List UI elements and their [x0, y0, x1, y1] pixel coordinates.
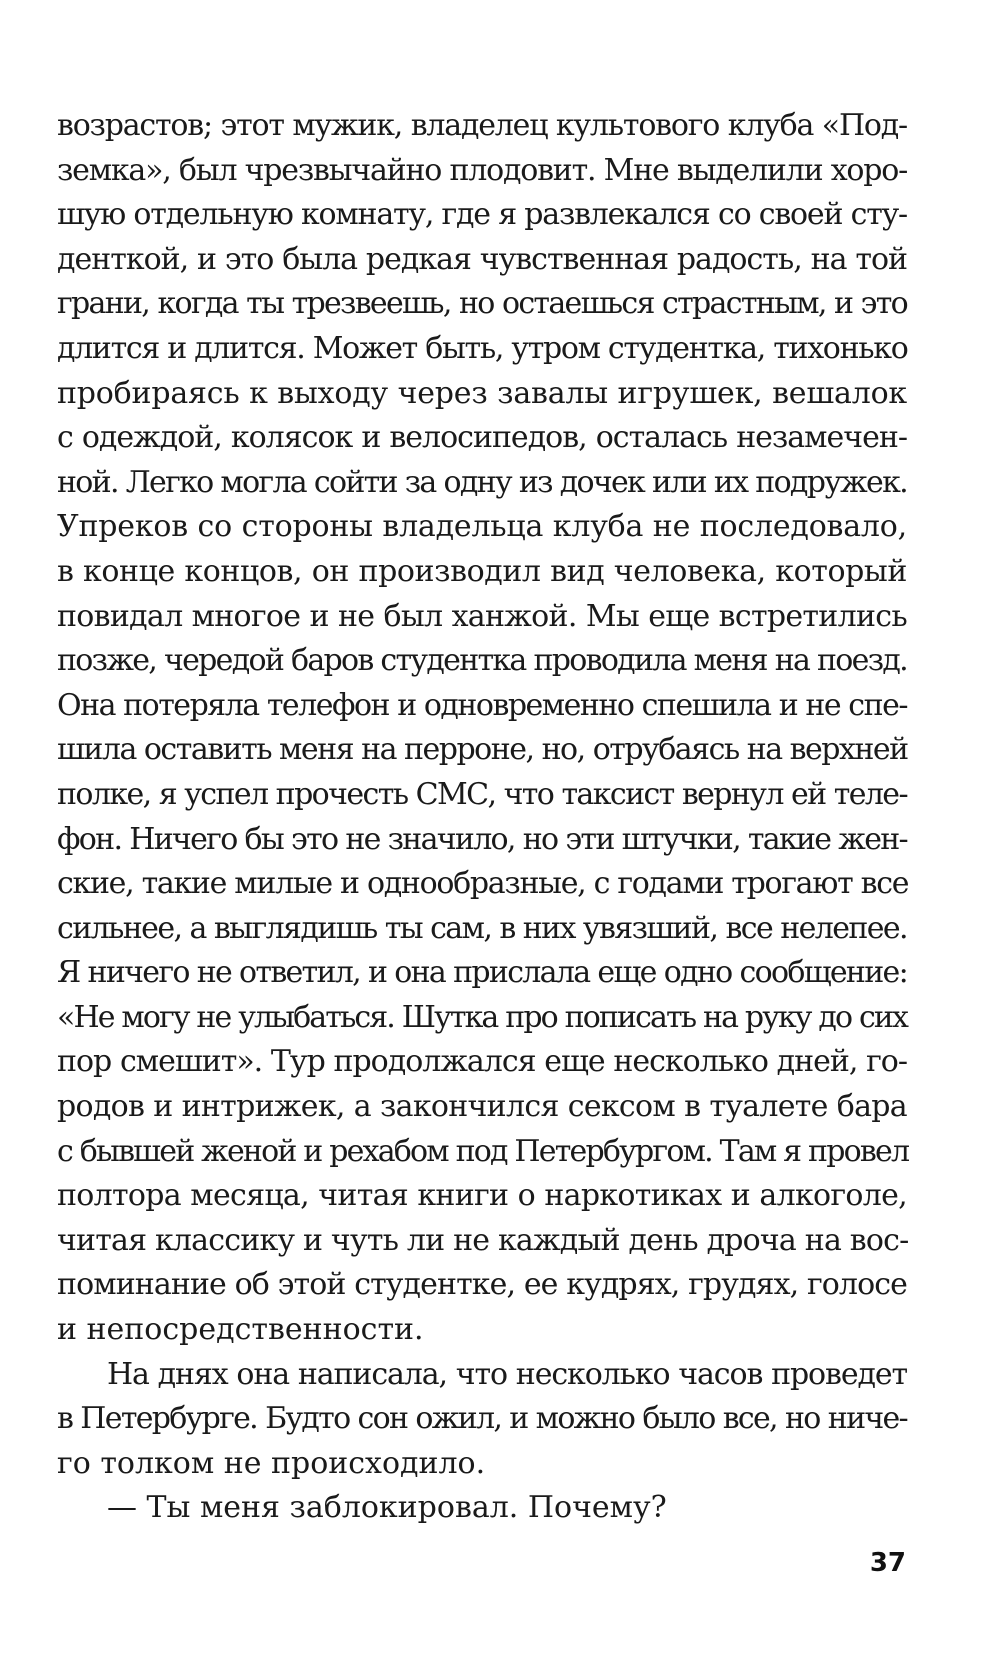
- text-line: полтора месяца, читая книги о наркотиках и алкоголе,: [57, 1178, 907, 1214]
- text-line: грани, когда ты трезвеешь, но остаешься страстным, и это: [57, 286, 907, 322]
- text-line: возрастов; этот мужик, владелец культового клуба «Под-: [57, 108, 907, 143]
- text-line: Она потеряла телефон и одновременно спешила и не спе-: [57, 687, 907, 723]
- text-line: читая классику и чуть ли не каждый день дроча на вос-: [57, 1222, 909, 1258]
- page-number: 37: [869, 1548, 906, 1578]
- text-line: ной. Легко могла сойти за одну из дочек или их подружек.: [57, 464, 907, 500]
- text-line: шила оставить меня на перроне, но, отрубаясь на верхней: [57, 732, 908, 768]
- text-line: пробираясь к выходу через завалы игрушек, вешалок: [57, 375, 907, 411]
- text-line: ские, такие милые и однообразные, с годами трогают все: [57, 866, 909, 902]
- text-line: фон. Ничего бы это не значило, но эти штучки, такие жен-: [57, 821, 907, 857]
- text-line: позже, чередой баров студентка проводила меня на поезд.: [57, 643, 907, 679]
- text-line: сильнее, а выглядишь ты сам, в них увязший, все нелепее.: [57, 910, 907, 946]
- text-line: поминание об этой студентке, ее кудрях, грудях, голосе: [57, 1267, 907, 1303]
- text-line: пор смешит». Тур продолжался еще несколько дней, го-: [57, 1044, 907, 1080]
- text-line: с бывшей женой и рехабом под Петербургом. Там я провел: [57, 1133, 909, 1169]
- text-line: родов и интрижек, а закончился сексом в туалете бара: [57, 1089, 907, 1125]
- dialogue-line: — Ты меня заблокировал. Почему?: [107, 1490, 667, 1526]
- text-line: полке, я успел прочесть СМС, что таксист вернул ей теле-: [57, 776, 907, 812]
- text-line: Упреков со стороны владельца клуба не последовало,: [57, 509, 907, 545]
- text-line: в конце концов, он производил вид человека, который: [57, 553, 907, 589]
- text-line: длится и длится. Может быть, утром студентка, тихонько: [57, 330, 908, 366]
- text-line: шую отдельную комнату, где я развлекался со своей сту-: [57, 197, 907, 233]
- text-line: и непосредственности.: [57, 1312, 424, 1348]
- text-line: На днях она написала, что несколько часов проведет: [107, 1356, 907, 1392]
- text-line: в Петербурге. Будто сон ожил, и можно было все, но ниче-: [57, 1401, 907, 1437]
- text-line: повидал многое и не был ханжой. Мы еще встретились: [57, 598, 907, 634]
- text-line: с одеждой, колясок и велосипедов, осталась незамечен-: [57, 420, 907, 456]
- body-text: [57, 104, 907, 1531]
- text-line: го толком не происходило.: [57, 1445, 486, 1481]
- text-line: денткой, и это была редкая чувственная радость, на той: [57, 241, 907, 277]
- text-line: «Не могу не улыбаться. Шутка про пописать на руку до сих: [57, 999, 907, 1035]
- text-line: Я ничего не ответил, и она прислала еще одно сообщение:: [57, 955, 907, 991]
- text-line: земка», был чрезвычайно плодовит. Мне выделили хоро-: [57, 152, 908, 188]
